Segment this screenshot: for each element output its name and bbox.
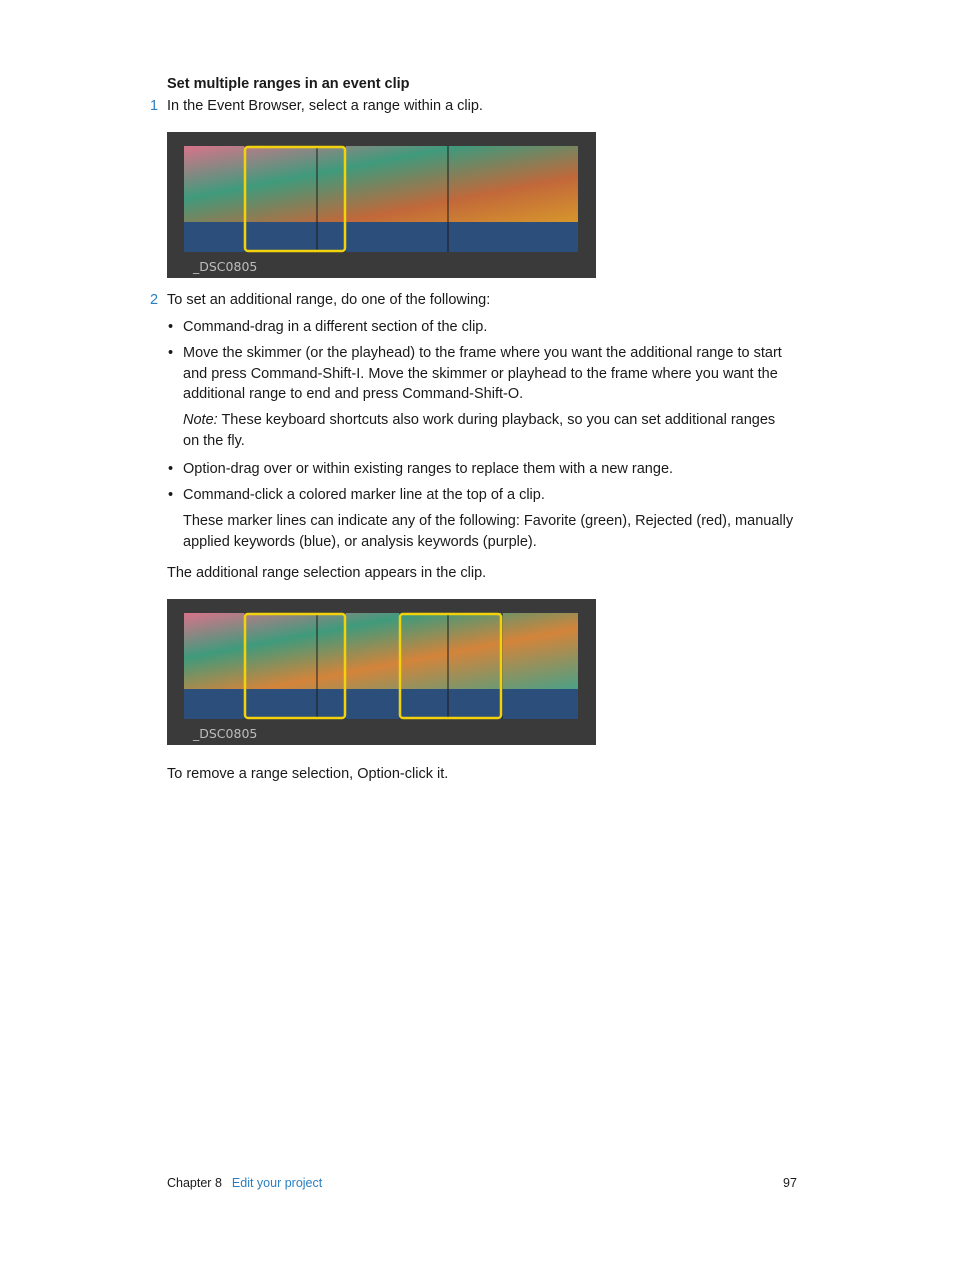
bullet-text-3: Option-drag over or within existing ranges to replace them with a new range. [183, 461, 674, 477]
clip-screenshot-1 [167, 132, 596, 278]
bullet-2: • [168, 345, 174, 361]
bullet-3: • [168, 461, 174, 477]
footer-chapter [167, 1173, 322, 1194]
result-text: The additional range selection appears in the clip. [167, 565, 487, 581]
clip-screenshot-2 [167, 599, 596, 745]
chapter-title-link[interactable]: Edit your project [231, 1176, 323, 1190]
marker-info: These marker lines can indicate any of the following: Favorite (green), Rejected (red), manually applied keywords (blue), or analysis keywords (purple). [183, 513, 794, 550]
bullet-4: • [168, 487, 174, 503]
clip-name-2: _DSC0805 [193, 726, 258, 741]
section-heading: Set multiple ranges in an event clip [167, 76, 410, 92]
note-label: Note: [183, 412, 218, 428]
bullet-text-4: Command-click a colored marker line at the top of a clip. [183, 487, 545, 503]
remove-text: To remove a range selection, Option-click it. [167, 766, 449, 782]
bullet-text-2: Move the skimmer (or the playhead) to the frame where you want the additional range to start and press Command-Shift-I. Move the skimmer or playhead to the frame where you want the additional range to end and press Command-Shift-O. [183, 345, 782, 402]
bullet-text-1: Command-drag in a different section of the clip. [183, 319, 488, 335]
step-text-2: To set an additional range, do one of the following: [167, 292, 491, 308]
chapter-label: Chapter 8 [167, 1176, 222, 1190]
bullet-1: • [168, 319, 174, 335]
clip-name-1: _DSC0805 [193, 259, 258, 274]
step-number-2: 2 [150, 292, 159, 308]
note [183, 410, 788, 451]
step-number-1: 1 [150, 98, 159, 114]
step-text-1: In the Event Browser, select a range within a clip. [167, 98, 483, 114]
page-number: 97 [783, 1176, 797, 1190]
note-text: These keyboard shortcuts also work during playback, so you can set additional ranges on the fly. [183, 412, 776, 449]
